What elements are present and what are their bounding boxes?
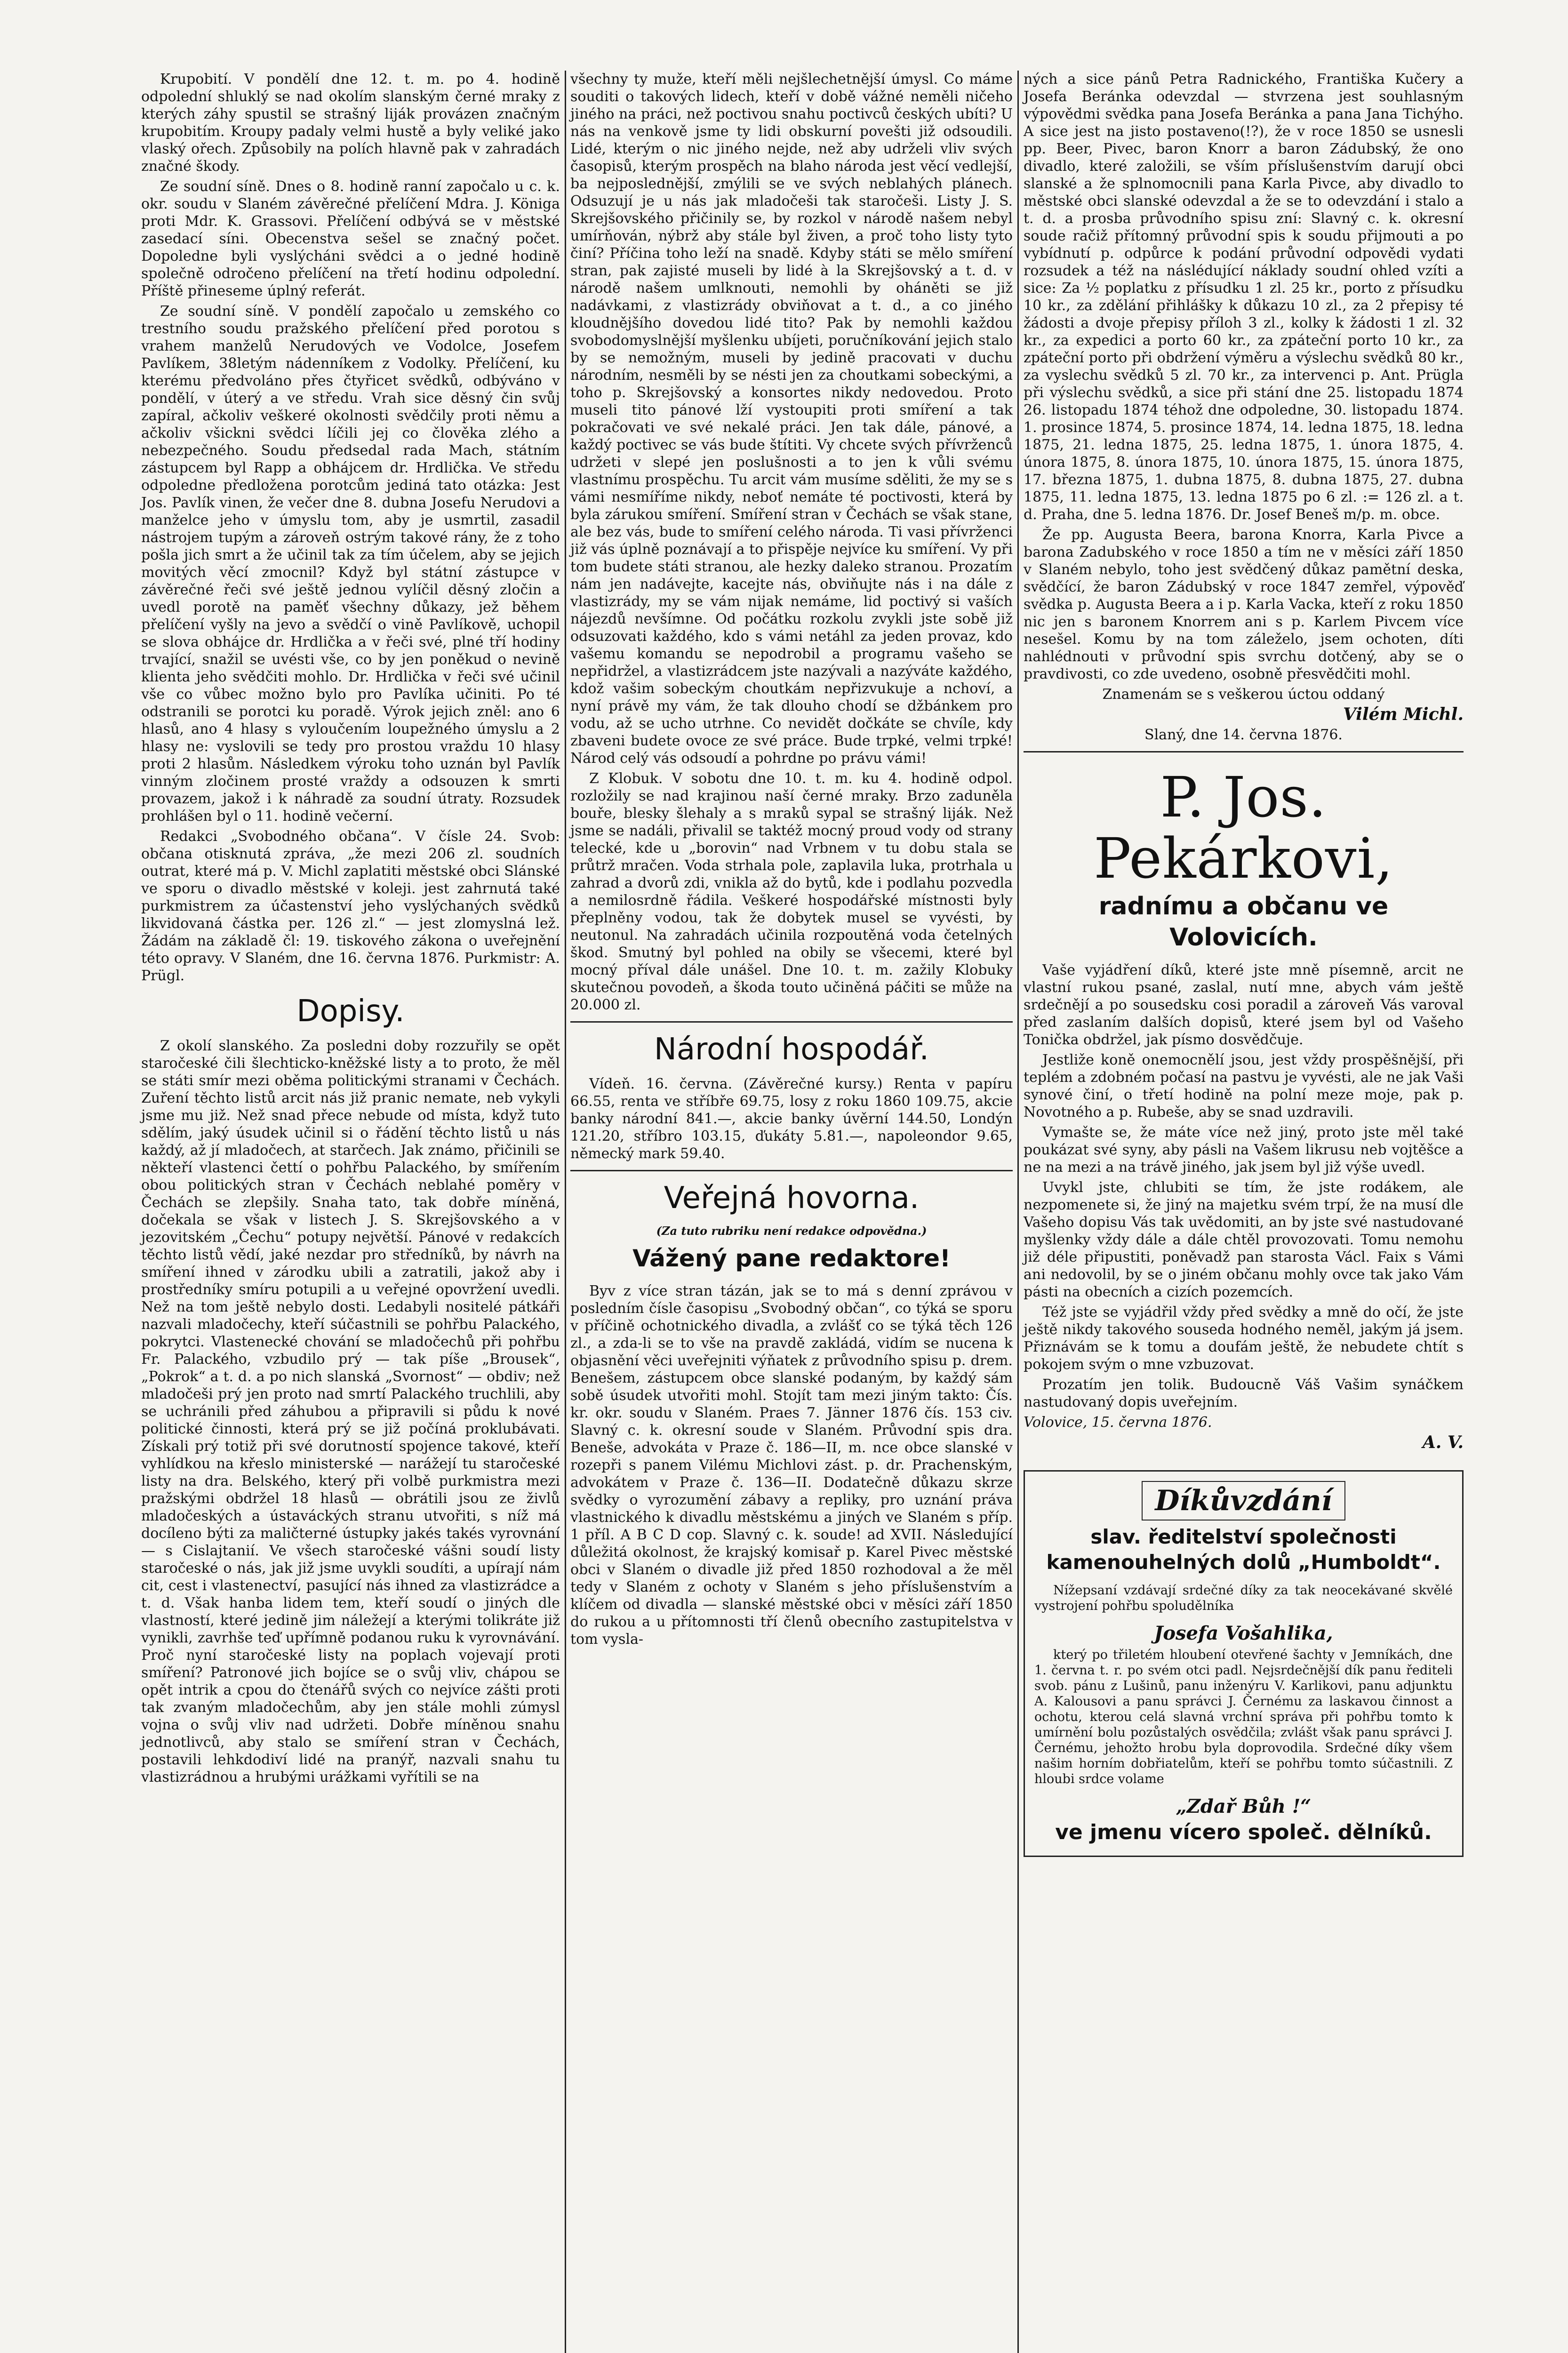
section-narodni-hospodar-heading: Národní hospodář. <box>654 1032 929 1067</box>
divider <box>1024 751 1464 752</box>
thanks-subtitle: slav. ředitelství společnosti kamenouhelných dolů „Humboldt“. <box>1046 1525 1441 1574</box>
section-dopisy-heading: Dopisy. <box>296 994 405 1029</box>
article-krupobiti: Krupobití. V pondělí dne 12. t. m. po 4. hodině odpolední shluklý se nad okolím slanským černé mraky z kterých záhy spustil se strašný liják provázen značným krupobitím. Kroupy padaly velmi hustě a byly veliké jako vlaský ořech. Způsobily na polích hlavně pak v zahradách značné škody. <box>141 71 560 175</box>
article-continuation: ných a sice pánů Petra Radnického, Františka Kučery a Josefa Beránka odevzdal — stvrzena jest souhlasným výpovědmi svědka pana Josefa Beránka a pana Jana Tichýho. A sice jest na jisto postaveno(!?), že v roce 1850 se usnesli pp. Beer, Pivec, baron Knorr a baron Zádubský, že ono divadlo, které založili, se vším příslušenstvím darují obci slanské a že splnomocnili pana Karla Pivce, aby divadlo to městské obci slanské odevzdal a že se to odevzdání i stalo a t. d. a prosba průvodního spisu zní: Slavný c. k. okresní soude račiž přítomný průvodní spis k soudu přijmouti a po vybídnutí p. odpůrce k podání průvodní odpovědi vydati rozsudek a též na náslédující náklady soudní ohled vzíti a sice: Za ½ poplatku z přísudku 1 zl. 25 kr., porto z přísudku 10 kr., za zdělání přihlášky k důkazu 10 zl., za 2 přepisy té žádosti a dvoje přepisy příloh 3 zl., kolky k žádosti 1 zl. 32 kr., za expedici a porto 60 kr., za zpáteční porto 10 kr., za zpáteční porto při obdržení výměru a výslechu svědků 80 kr., za vyslechu svědků 5 zl. 70 kr., za intervenci p. Ant. Prügla při výslechu svědků, a sice při stání dne 25. listopadu 1874 26. listopadu 1874 téhož dne odpoledne, 30. listopadu 1874. 1. prosince 1874, 5. prosince 1874, 14. ledna 1875, 18. ledna 1875, 21. ledna 1875, 25. ledna 1875, 1. února 1875, 4. února 1875, 8. února 1875, 10. února 1875, 15. února 1875, 17. března 1875, 1. dubna 1875, 8. dubna 1875, 27. dubna 1875, 11. ledna 1875, 13. ledna 1875 po 6 zl. := 126 zl. a t. d. Praha, dne 5. ledna 1876. Dr. Josef Beneš m/p. m. obce. <box>1024 71 1464 523</box>
article-z-okoli-slanskeho: Z okolí slanského. Za posledni doby rozzuřily se opět staročeské čili šlechticko-kněžské listy a to proto, že měl se státi smír mezi oběma politickými stranami v Čechách. Zuření těchto listů arcit nás již pranic nemate, neb vykyli jsme mu již. Než snad přece nebude od místa, když tuto sdělím, jaký úsudek učinil si o řádění těchto listů u nás každý, až jí mladočech, at starčech. Jak známo, přičinili se někteří vlastenci čettí o pohřbu Palackého, by smířením obou politických stran v Čechách neblahé poměry v Čechách se zlepšily. Snaha tato, tak dobře míněná, dočekala se však v listech J. S. Skrejšovského a v jezovitském „Čechu“ potupy největší. Pánové v redakcích těchto listů vědí, jaké nezdar pro středníků, by návrh na smíření ihned v zárodku ubili a zatratili, jakož aby i prostředníky smíru potupili a u veřejné opovržení uvedli. Než na tom ještě nebylo dosti. Ledabyli nositelé pátkáři nazvali mladočechy, kteří súčastnili se pohřbu Palackého, pokrytci. Vlastenecké chování se mladočechů při pohřbu Fr. Palackého, vzbudilo prý — tak píše „Brousek“, „Pokrok“ a t. d. a po nich slanská „Svornost“ — obdiv; než mladočeši prý jen proto nad smrtí Palackého truchlili, aby se uchránili před záhubou a připravili si půdu k nové politické činnosti, která prý se již počíná proklubávati. Získali prý totiž při své dorutností spojence takové, kteří vyhlídkou na křeslo ministerské — narážejí tu staročeské listy na dra. Belského, který při volbě purkmistra mezi pražskými obdržel 18 hlasů — obrátili jsou ze živlů mladočeských a ústaváckých stranu utvořiti, s níž má docíleno býti za maličterné ústupky jakés takés vyrovnání — s Cislajtanií. Ve všech staročeské vášni soudí listy staročeské o nás, jak již jsme uvykli soudíti, a upírají nám cit, cest i vlastenectví, pasující nás ihned za vlastizrádce a t. d. Však hanba lidem tem, kteří soudí o jiných dle vlastností, které jedině jim náležejí a kterými tolikráte již vynikli, zavrhše teď upřímně podanou ruku k vyrovnávání. Proč nyní staročeské listy na poplach vojevají proti smíření? Patronové jich bojíce se o svůj vliv, chápou se opět intrik a cpou do čtenářů svých co nejvíce zášti proti tak zvaným mladočechům, aby jen stále mohli zúmysl vojna o svůj vliv nad udržeti. Dobře míněnou snahu jednotlivců, aby stalo se smíření stran v Čechách, postavili lehkdodiví lidé na pranýř, nazvali snahu tu vlastizrádnou a hrubými urážkami vyřítili se na <box>141 1038 560 1785</box>
column-2 <box>570 71 1013 1651</box>
letter-paragraph: Vymašte se, že máte více než jiný, proto jste měl také poukázat své syny, aby pásli na Vašem likrusu neb vojtěšce a ne na mezi a na trávě jiného, jak jsem byl již výše uvedl. <box>1024 1124 1464 1176</box>
closing-line: Znamenám se s veškerou úctou oddaný <box>1102 686 1385 703</box>
letter-salutation: Vážený pane redaktore! <box>632 1245 951 1272</box>
announcement-title: P. Jos. Pekárkovi, <box>1094 765 1393 891</box>
signature: A. V. <box>1422 1433 1464 1452</box>
signature: Vilém Michl. <box>1343 704 1464 724</box>
divider <box>570 1170 1013 1171</box>
thanks-signature: ve jmenu vícero společ. dělníků. <box>1055 1820 1432 1844</box>
column-3 <box>1024 71 1464 1857</box>
thanks-text: který po třiletém hloubení otevřené šachty v Jemníkách, dne 1. června t. r. po svém otci padl. Nejsrdečnější dík panu řediteli svob. pánu z Lušinů, panu inženýru V. Karlikovi, panu adjunktu A. Kalousovi a panu správci J. Černému za laskavou činnost a ochotu, kterou celá slavná vrchní správa při pohřbu tomto k umírnění bolu pozůstalých osvědčila; zvlášt však panu správci J. Černému, jehožto hrobu byla doprovodila. Srdečné díky všem našim horním dobřiatelům, kteří se pohřbu tomto súčastnili. Z hloubi srdce volame <box>1034 1648 1453 1786</box>
announcement-subtitle: radnímu a občanu ve Volovicích. <box>1098 892 1389 952</box>
thanks-title <box>1034 1481 1453 1521</box>
dateline: Slaný, dne 14. června 1876. <box>1144 727 1343 743</box>
article-verejna-hovorna: Byv z více stran tázán, jak se to má s denní zprávou v posledním čísle časopisu „Svobodný občan“, co týká se sporu v příčině ochotnického divadla, a zvlášť co se týká těch 126 zl., a zda-li se to vše na pravdě zakládá, vidím se nucena k objasnění věci uveřejniti výňatek z průvodního spisu p. drem. Benešem, zástupcem obce slanské podaným, by každý sám sobě úsudek utvořiti mohl. Stojít tam mezi jiným takto: Čís. kr. okr. soudu v Slaném. Praes 7. Jänner 1876 čís. 153 civ. Slavný c. k. okresní soude v Slaném. Průvodní spis dra. Beneše, advokáta v Praze č. 186—II, m. nce obce slanské v rozepři s panem Vilému Michlovi zást. p. dr. Prachenským, advokátem v Praze č. 136—II. Dodatečně důkazu skrze svědky o vyrozumění zábavy a repliky, pro uznání práva vlastnického k divadlu městskému a jiných ve Slaném s příp. 1 příl. A B C D cop. Slavný c. k. soude! ad XVII. Následující důležitá okolnost, že krajský komisař p. Karel Pivec městské obci v Slaném o divadle již před 1850 rozhodoval a že měl tedy v Slaném z ochoty v Slaném s jeho příslušenstvím a klíčem od divadla — slanské městské obci v měsíci září 1850 do rukou a u přítomnosti tří členů obecního zastupitelstva v tom vysla- <box>570 1283 1013 1648</box>
thanks-text: Nížepsaní vzdávají srdečné díky za tak neocekávané skvělé vystrojení pohřbu spoludělníka <box>1034 1583 1453 1613</box>
article-soudni-sin-1: Ze soudní síně. Dnes o 8. hodině ranní započalo u c. k. okr. soudu v Slaném závěrečné přelíčení Mdra. J. Königa proti Mdr. K. Grassovi. Přelíčení odbývá se v městské zasedací síni. Obecenstva sešel se značný počet. Dopoledne byli vyslýcháni svědci a o jedné hodině společně odročeno přelíčení na třetí hodinu odpolední. Příště přineseme úplný referát. <box>141 178 560 299</box>
article-redakci-svobodneho-obcana: Redakci „Svobodného občana“. V čísle 24. Svob: občana otisknutá zpráva, „že mezi 206 zl. soudních outrat, které má p. V. Michl zaplatiti městské obci Slánské ve sporu o divadlo městské v koleji. jest zahrnutá také purkmistrem za účastenství jeho vyslýchaných svědků likvidovaná částka per. 126 zl.“ — jest zlomyslná lež. Žádám na základě čl: 19. tiskového zákona o uveřejnění této opravy. V Slaném, dne 16. června 1876. Purkmistr: A. Prügl. <box>141 828 560 984</box>
article-paragraph: Že pp. Augusta Beera, barona Knorra, Karla Pivce a barona Zadubského v roce 1850 a tím ne v měsíci září 1850 v Slaném nebylo, toho jest svědčený důkaz pamětní deska, svědčící, že baron Zádubský v roce 1847 zemřel, výpověď svědka p. Augusta Beera a i p. Karla Vacka, kteří z roku 1850 nic jen s baronem Knorrem ani s p. Karlem Pivcem více nesešel. Komu by na tom záleželo, jsem ochoten, díti nahlédnouti v průvodní spis svrchu dotčený, aby se o pravdivosti, co zde uvedeno, osobně přesvědčiti mohl. <box>1024 527 1464 682</box>
dateline: Volovice, 15. června 1876. <box>1024 1414 1212 1431</box>
letter-paragraph: Též jste se vyjádřil vždy před svědky a mně do očí, že jste ještě nikdy takového souseda hodného neměl, jakým já jsem. Přiznávám se k tomu a doufám ještě, že nebudete chtít s pokojem svým o mne vzbuzovat. <box>1024 1304 1464 1373</box>
thanks-title-text: Díkůvzdání <box>1142 1481 1345 1521</box>
thanks-box <box>1024 1470 1464 1857</box>
letter-paragraph: Vaše vyjádření díků, které jste mně písemně, arcit ne vlastní rukou psané, zaslal, nutí mne, abych vám ještě srdečnějí a po sousedsku cosi poradil a zároveň Vás varoval před zaslaním dalších dopisů, které jsem byl od Vašeho Tonička obdržel, jak písmo dosvědčuje. <box>1024 962 1464 1048</box>
letter-paragraph: Jestliže koně onemocnělí jsou, jest vždy prospěšnější, při teplém a zdobném počasí na pastvu je vyvésti, ale ne jak Vaši synové činí, o třetí hodině na polní meze moje, pak p. Novotného a p. Rubeše, aby se snad uzdravili. <box>1024 1052 1464 1120</box>
section-verejna-hovorna-heading: Veřejná hovorna. <box>664 1181 920 1216</box>
column-1 <box>141 71 560 1789</box>
article-viden-kursy: Vídeň. 16. června. (Závěrečné kursy.) Renta v papíru 66.55, renta ve stříbře 69.75, losy z roku 1860 109.75, akcie banky národní 841.—, akcie banky úvěrní 144.50, Londýn 121.20, stříbro 103.15, ďukáty 5.81.—, napoleondor 9.65, německý mark 59.40. <box>570 1076 1013 1162</box>
column-rule-1 <box>565 71 566 2353</box>
letter-paragraph: Uvykl jste, chlubiti se tím, že jste rodákem, ale nezpomenete si, že jiný na majetku svém trpí, že na musí dle Vašeho dopisu Vás tak uvědomiti, an by jste své nastudované myšlenky vždy dále a dále chtěl provozovati. Tomu nemohu již déle připustiti, poněvadž pan starosta Václ. Faix s Vámi ani nedovolil, by se o jiném občanu mohly ovce tak jako Vám pásti na obecních a cizích pozemcích. <box>1024 1179 1464 1300</box>
thanks-call: „Zdař Bůh !“ <box>1176 1795 1312 1817</box>
article-z-klobuk: Z Klobuk. V sobotu dne 10. t. m. ku 4. hodině odpol. rozložily se nad krajinou naší černé mraky. Brzo zaduněla bouře, blesky šlehaly a s mraků sypal se strašný liják. Než jsme se nadáli, přivalil se taktéž mocný proud vody od strany telecké, kde u „borovin“ nad Vrbnem v tu dobu stala se průtrž mračen. Voda strhala pole, zaplavila luka, protrhala u zahrad a dvorů zdi, vnikla až do bytů, kde i podlahu pozvedla a nemilosrdně řádila. Veškeré hospodářské místnosti byly přeplněny vodou, tak že dobytek musel se vyvésti, by neutonul. Na zahradách učinila rozpoutěná voda četelných škod. Smutný byl pohled na obily se všecemi, které byl mocný příval dále unášel. Dne 10. t. m. zažily Klobuky skutečnou povodeň, a škoda touto učiněná páčiti se může na 20.000 zl. <box>570 770 1013 1013</box>
section-disclaimer: (Za tuto rubriku není redakce odpovědna.) <box>656 1224 927 1238</box>
divider <box>570 1021 1013 1023</box>
article-soudni-sin-2: Ze soudní síně. V pondělí započalo u zemského co trestního soudu pražského přelíčení před porotou s vrahem manželů Nerudových ve Vodolce, Josefem Pavlíkem, 38letým nádenníkem z Vodolky. Přelíčení, ku kterému předvoláno přes čtyřicet svědků, odbýváno v pondělí, v úterý a ve středu. Vrah sice děsný čin svůj zapíral, ačkoliv veškeré okolnosti svědčily proti němu a ačkoliv všickni svědci líčili jej co člověka zlého a nebezpečného. Soudu předsedal rada Mach, státním zástupcem byl Rapp a obhájcem dr. Hrdlička. Ve středu odpoledne předložena porotcům jediná tato otázka: Jest Jos. Pavlík vinen, že večer dne 8. dubna Josefu Nerudovi a manželce jeho v úmyslu tom, aby je usmrtil, zasadil nástrojem tupým a zároveň ostrým takové rány, že z toho pošla jich smrt a že učinil tak za tím účelem, aby se jejich movitých věcí zmocnil? Když byl státní zástupce v závěrečné řeči své ještě jednou vylíčil děsný zločin a uvedl porotě na paměť všechny důkazy, jež během přelíčení vyšly na jevo a svědčí o vině Pavlíkově, uchopil se slova obhájce dr. Hrdlička a v řeči své, plné tří hodiny trvající, snažil se uvésti vše, co by jen poněkud o nevině klienta jeho svědčiti mohlo. Dr. Hrdlička v řeči své učinil vše co vůbec možno bylo pro Pavlíka učiniti. Po té odstranili se porotci ku poradě. Výrok jejich zněl: ano 6 hlasů, ano 4 hlasy s vyloučením loupežného úmyslu a 2 hlasy ne: vyslovili se tedy pro prostou vraždu 10 hlasy proti 2 hlasům. Následkem výroku toho uznán byl Pavlík vinným zločinem prosté vraždy a odsouzen k smrti provazem, jakož i k náhradě za soudní útraty. Rozsudek prohlášen byl o 11. hodině večerní. <box>141 303 560 824</box>
letter-paragraph: Prozatím jen tolik. Budoucně Váš Vašim synáčkem nastudovaný dopis uveřejním. <box>1024 1377 1464 1410</box>
column-rule-2 <box>1017 71 1019 2353</box>
deceased-name: Josefa Vošahlika, <box>1154 1622 1333 1644</box>
article-continuation: všechny ty muže, kteří měli nejšlechetnější úmysl. Co máme souditi o takových lidech, kteří v době vážné neměli ničeho jiného na práci, než poctivou snahu poctivců českých ubíti? U nás na venkově jsme ty lidi obskurní povešti již odsoudili. Lidé, kterým o nic jiného nejde, než aby udrželi vliv svých časopisů, kterým prospěch na blaho národa jest věcí vedlejší, ba nejposlednější, zmýlili se ve svých neblahých plánech. Odsuzují je u nás jak mladočeši tak staročeši. Listy J. S. Skrejšovského přičinily se, by rozkol v národě našem nebyl umírňován, nýbrž aby stále byl živen, a proč toho listy tyto činí? Příčina toho leží na snadě. Kdyby státi se mělo smíření stran, pak zajisté museli by lidé à la Skrejšovský a t. d. v národě našem umlknouti, nemohli by oháněti se již nadávkami, z vlastizrády obviňovat a t. d., a co jiného kloudnějšího dovedou lidé tito? Pak by nemohli každou svobodomyslnější myšlenku ubíjeti, poručníkování jejich stalo by se nemožným, museli by jedině pracovati v duchu národním, nesměli by se nésti jen za choutkami sobeckými, a toho p. Skrejšovský a konsortes nikdy nedovedou. Proto museli tito pánové lží vystoupiti proti smíření a tak pokračovati ve své nekalé práci. Jen tak dále, pánové, a každý poctivec se vás bude štítiti. Vy chcete svých přívrženců udržeti v slepé jen poslušnosti a to jen k vůli svému vlastnímu prospěchu. Tu arcit vám musíme sděliti, že my se s vámi nesmíříme nikdy, neboť nemáte té poctivosti, která by byla zárukou smíření. Smíření stran v Čechách se však stane, ale bez vás, bude to smíření celého národa. Ti vasi přívrženci již vás úplně poznávají a to přispěje nejvíce ku smíření. Vy při tom budete státi stranou, ale hezky daleko stranou. Prozatím nám jen nadávejte, kacejte nás, obviňujte nás i na dále z vlastizrády, my se vám nijak nemáme, lid poctivý si vaších nájezdů nevšímne. Od počátku rozkolu zvykli jste sobě již odsuzovati každého, kdo s vámi netáhl za jeden provaz, kdo vašemu komandu se nepodrobil a programu vašeho se nepřidržel, a vlastizrádcem jste nazývali a nazýváte každého, kdož vašim sobeckým choutkám nepřizvukuje a nchoví, a nyní právě my vám, že tak dlouho chodí se džbánkem pro vodu, až se ucho utrhne. Co nevidět dočkáte se chvíle, kdy zbaveni budete ovoce ze své práce. Bude trpké, velmi trpké! Národ celý vás odsoudí a pohrdne po právu vámi! <box>570 71 1013 767</box>
